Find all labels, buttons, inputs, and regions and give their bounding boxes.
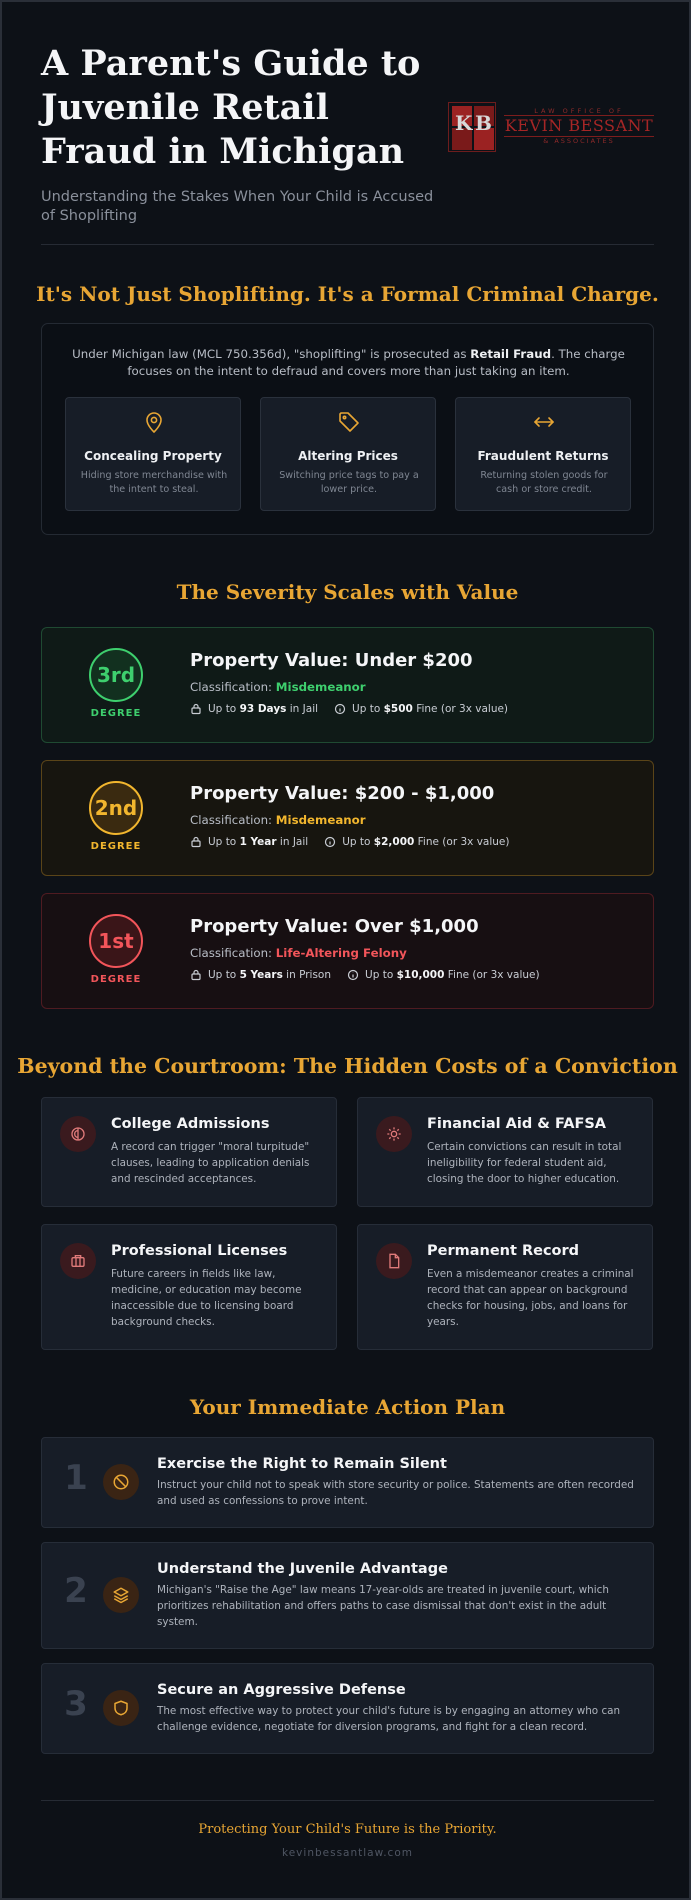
cost-desc: Certain convictions can result in total ineligibility for federal student aid, closing the door to higher education.	[427, 1141, 622, 1185]
feature-desc: Switching price tags to pay a lower price.	[279, 470, 419, 495]
lock-icon	[190, 703, 202, 715]
step-title: Understand the Juvenile Advantage	[157, 1561, 448, 1577]
cost-desc: Even a misdemeanor creates a criminal record that can appear on background checks for housing, jobs, and loans for years.	[427, 1268, 634, 1328]
briefcase-icon	[70, 1253, 86, 1269]
lock-icon	[190, 969, 202, 981]
classification: Classification: Misdemeanor	[190, 680, 366, 694]
cost-icon-circle	[60, 1116, 96, 1152]
feature-card	[455, 397, 631, 511]
degree-label: DEGREE	[90, 708, 142, 719]
cost-icon-circle	[60, 1243, 96, 1279]
feature-desc: Hiding store merchandise with the intent to steal.	[80, 470, 228, 495]
info-icon	[334, 703, 346, 715]
logo-mark: K B	[448, 102, 496, 152]
action-step	[41, 1663, 654, 1754]
lock-icon	[190, 836, 202, 848]
classification: Classification: Misdemeanor	[190, 813, 366, 827]
step-number: 3	[64, 1684, 88, 1724]
degree-card-3rd	[41, 627, 654, 743]
penalties	[190, 703, 524, 715]
layers-icon	[112, 1586, 130, 1604]
step-desc: Instruct your child not to speak with store security or police. Statements are often recorded and used as confessions to prove intent.	[157, 1479, 634, 1507]
price-tag-icon	[337, 410, 361, 434]
cost-card-licenses	[41, 1224, 337, 1350]
fine-penalty: Up to $500 Fine (or 3x value)	[334, 703, 508, 715]
feature-title: Fraudulent Returns	[477, 449, 609, 463]
charge-section-title: It's Not Just Shoplifting. It's a Formal Criminal Charge.	[36, 282, 659, 306]
charge-intro: Under Michigan law (MCL 750.356d), "shoplifting" is prosecuted as Retail Fraud. The charge focuses on the intent to defraud and covers more than just taking an item.	[72, 347, 625, 378]
action-step	[41, 1437, 654, 1528]
cost-title: Permanent Record	[427, 1243, 580, 1259]
step-desc: Michigan's "Raise the Age" law means 17-year-olds are treated in juvenile court, which prioritizes rehabilitation and offers paths to case dismissal that don't exist in the adult system.	[157, 1584, 609, 1628]
fine-penalty: Up to $2,000 Fine (or 3x value)	[324, 836, 509, 848]
degree-label: DEGREE	[90, 841, 142, 852]
charge-box	[41, 323, 654, 535]
page-title: A Parent's Guide to Juvenile Retail Fraud in Michigan	[41, 43, 421, 172]
logo-name: KEVIN BESSANT	[504, 116, 654, 135]
page-subtitle: Understanding the Stakes When Your Child is Accused of Shoplifting	[41, 189, 434, 224]
hero	[41, 42, 441, 226]
footer-divider	[41, 1800, 654, 1801]
action-step	[41, 1542, 654, 1649]
cost-card-record	[357, 1224, 653, 1350]
step-number: 2	[64, 1571, 88, 1611]
cost-desc: A record can trigger "moral turpitude" clauses, leading to application denials and rescinded acceptances.	[111, 1141, 310, 1185]
info-icon	[347, 969, 359, 981]
degree-card-1st	[41, 893, 654, 1009]
classification: Classification: Life-Altering Felony	[190, 946, 407, 960]
fine-penalty: Up to $10,000 Fine (or 3x value)	[347, 969, 540, 981]
info-icon	[324, 836, 336, 848]
step-icon-circle	[103, 1464, 139, 1500]
arrows-horizontal-icon	[532, 410, 556, 434]
jail-penalty: Up to 1 Year in Jail	[190, 836, 308, 848]
prohibited-icon	[112, 1473, 130, 1491]
degree-card-2nd	[41, 760, 654, 876]
cost-title: Financial Aid & FAFSA	[427, 1116, 607, 1132]
financial-aid-icon	[386, 1126, 402, 1142]
footer-website[interactable]: kevinbessantlaw.com	[282, 1847, 413, 1859]
feature-card	[65, 397, 241, 511]
property-value: Property Value: $200 - $1,000	[190, 783, 495, 804]
degree-badge: 2nd	[89, 781, 143, 835]
feature-title: Altering Prices	[298, 449, 398, 463]
step-number: 1	[64, 1458, 88, 1498]
feature-desc: Returning stolen goods for cash or store credit.	[480, 470, 608, 495]
step-title: Exercise the Right to Remain Silent	[157, 1456, 447, 1472]
action-section-title: Your Immediate Action Plan	[189, 1395, 506, 1419]
document-icon	[386, 1253, 402, 1269]
step-icon-circle	[103, 1577, 139, 1613]
feature-card	[260, 397, 436, 511]
severity-section-title: The Severity Scales with Value	[176, 580, 519, 604]
property-value: Property Value: Under $200	[190, 650, 473, 671]
step-icon-circle	[103, 1690, 139, 1726]
cost-desc: Future careers in fields like law, medicine, or education may become inaccessible due to licensing board background checks.	[111, 1268, 302, 1328]
law-office-logo	[448, 102, 653, 152]
step-desc: The most effective way to protect your child's future is by engaging an attorney who can challenge evidence, negotiate for diversion programs, and fight for a clean record.	[157, 1705, 621, 1733]
cost-title: College Admissions	[111, 1116, 270, 1132]
footer-tagline: Protecting Your Child's Future is the Priority.	[198, 1822, 497, 1837]
jail-penalty: Up to 93 Days in Jail	[190, 703, 318, 715]
logo-tagline-bottom: & ASSOCIATES	[543, 137, 615, 145]
degree-badge: 3rd	[89, 648, 143, 702]
costs-section-title: Beyond the Courtroom: The Hidden Costs of a Conviction	[17, 1054, 678, 1078]
cost-icon-circle	[376, 1116, 412, 1152]
cost-title: Professional Licenses	[111, 1243, 288, 1259]
shield-icon	[112, 1699, 130, 1717]
divider	[41, 244, 654, 245]
cost-icon-circle	[376, 1243, 412, 1279]
step-title: Secure an Aggressive Defense	[157, 1682, 406, 1698]
degree-badge: 1st	[89, 914, 143, 968]
map-pin-icon	[142, 410, 166, 434]
degree-label: DEGREE	[90, 974, 142, 985]
penalties	[190, 969, 556, 981]
jail-penalty: Up to 5 Years in Prison	[190, 969, 331, 981]
penalties	[190, 836, 525, 848]
feature-title: Concealing Property	[84, 449, 222, 463]
graduation-icon	[70, 1126, 86, 1142]
cost-card-financial-aid	[357, 1097, 653, 1207]
cost-card-college	[41, 1097, 337, 1207]
property-value: Property Value: Over $1,000	[190, 916, 479, 937]
logo-tagline-top: LAW OFFICE OF	[534, 107, 624, 115]
